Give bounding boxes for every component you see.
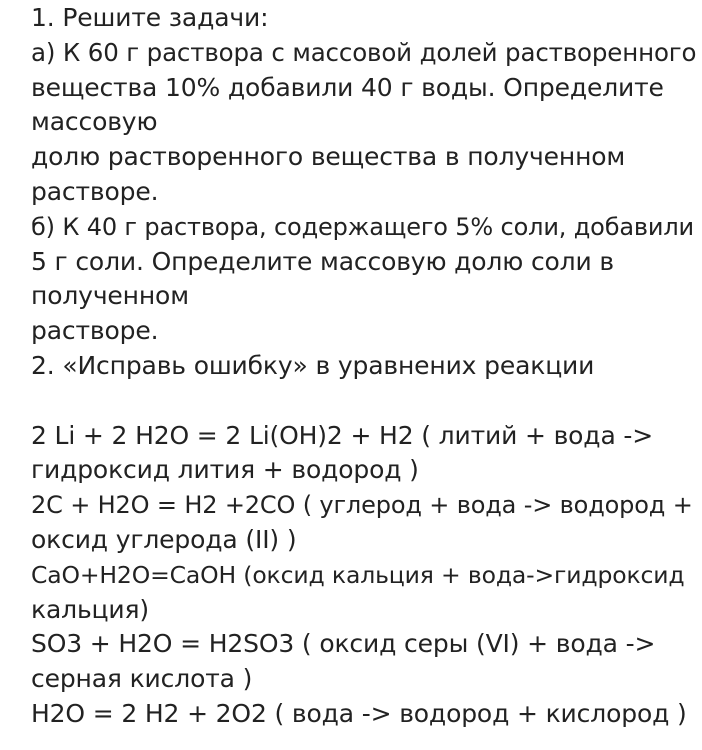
equation-3-line-2: кальция) — [31, 594, 149, 624]
problem-a-line-4: долю растворенного вещества в полученном — [31, 142, 626, 172]
task-1-heading: 1. Решите задачи: — [31, 3, 269, 32]
problem-a-line-3: массовую — [31, 107, 158, 137]
problem-b-line-2: 5 г соли. Определите массовую долю соли в — [31, 246, 614, 276]
problem-b-line-4: растворе. — [31, 316, 159, 346]
equation-1-line-2: гидроксид лития + водород ) — [31, 455, 419, 485]
problem-b-line-1: б) К 40 г раствора, содержащего 5% соли, добавили — [31, 212, 694, 241]
equation-5-line-1: H2O = 2 H2 + 2O2 ( вода -> водород + кислород ) — [31, 698, 687, 728]
task-2-heading: 2. «Исправь ошибку» в уравнених реакции — [31, 350, 595, 380]
equation-2-line-1: 2C + H2O = H2 +2CO ( углерод + вода -> водород + — [31, 491, 693, 520]
equation-4-line-1: SO3 + H2O = H2SO3 ( оксид серы (VI) + вода -> — [31, 629, 656, 659]
problem-b-line-3: полученном — [31, 281, 189, 311]
equation-2-line-2: оксид углерода (II) ) — [31, 524, 297, 554]
equation-4-line-2: серная кислота ) — [31, 664, 253, 694]
blank-line — [31, 384, 694, 419]
problem-a-line-1: а) К 60 г раствора с массовой долей растворенного — [31, 37, 697, 67]
equation-3-line-1: CaO+H2O=CaOH (оксид кальция + вода->гидроксид — [31, 560, 685, 589]
problem-a-line-5: растворе. — [31, 176, 159, 206]
equation-1-line-1: 2 Li + 2 H2O = 2 Li(OH)2 + H2 ( литий + вода -> — [31, 420, 654, 450]
problem-a-line-2: вещества 10% добавили 40 г воды. Определите — [31, 72, 664, 102]
